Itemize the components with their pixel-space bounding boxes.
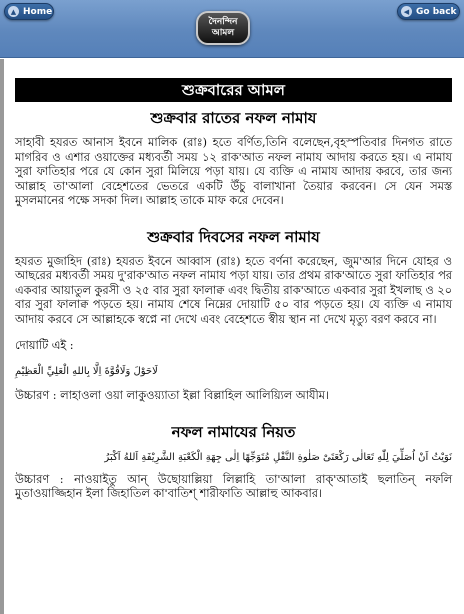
home-icon: ▲: [8, 6, 19, 17]
go-back-label: Go back: [416, 6, 457, 17]
paragraph-friday-day: হযরত মুজাহিদ (রাঃ) হযরত ইবনে আব্বাস (রাঃ) হতে বর্ণনা করেছেন, জুম'আর দিনে যোহর ও আছরের মধ্যবর্তী সময় দু'রাক'আত নফল নামায পড়া যায়। তার প্রথম রাক'আতে সুরা ফাতিহার পর একবার আয়াতুল কুরসী ও ২৫ বার সুরা ফালাক্ব এবং দ্বিতীয় রাক'আতে একবার সুরা ইখলাছ ও ২০ বার সুরা ফালাক্ব পড়তে হয়। নামায শেষে নিম্নের দোয়াটি ৫০ বার পড়তে হয়। যে ব্যক্তি এ নামায আদায় করবে সে আল্লাহকে স্বপ্নে না দেখে এবং বেহেশতে স্বীয় স্থান না দেখে মৃত্যু বরণ করবে না।: [15, 254, 452, 326]
section-title: শুক্রবারের আমল: [15, 78, 452, 102]
heading-niyat: নফল নামাযের নিয়ত: [171, 422, 296, 441]
pronunciation-doa: উচ্চারণ : লাহাওলা ওয়া লাকুওয়্যাতা ইল্লা বিল্লাহিল আলিয়্যিল আযীম।: [15, 389, 329, 402]
paragraph-friday-night: সাহাবী হযরত আনাস ইবনে মালিক (রাঃ) হতে বর্ণিত,তিনি বলেছেন,বৃহস্পতিবার দিনগত রাতে মাগরিব ও এশার ওয়াক্তের মধ্যবর্তী সময় ১২ রাক'আত নফল নামায আদায় করতে হয়। এ নামায সুরা ফাতিহার পরে যে কোন সুরা মিলিয়ে পড়া যায়। যে ব্যক্তি এ নামায আদায় করবে, তার জন্য আল্লাহ তা'আলা বেহেশতের ভেতরে একটি উঁচু বালাখানা তৈয়ার করবেন। সে যেন সমস্ত মুসলমানের পক্ষে সদকা দিল। আল্লাহ তাকে মাফ করে দেবেন।: [15, 136, 452, 207]
heading-friday-night-prayer: শুক্রবার রাতের নফল নামায: [150, 109, 317, 127]
heading-friday-day-prayer: শুক্রবার দিবসের নফল নামায: [147, 227, 320, 246]
content-area[interactable]: [0, 59, 464, 614]
daily-amal-button[interactable]: [196, 11, 250, 45]
home-label: Home: [23, 6, 53, 17]
back-arrow-icon: ◀: [401, 6, 412, 17]
arabic-doa: لَاحَوْلَ وَلَاقُوَّةَ اِلَّا بِاللهِ الْعَلِيِّ الْعَظِيْمِ: [15, 366, 158, 377]
doa-label: দোয়াটি এই :: [15, 339, 74, 352]
home-button[interactable]: [4, 3, 54, 20]
pronunciation-niyat: উচ্চারণ : নাওয়াইতু আন্ উছোয়াল্লিয়া লিল্লাহি তা'আলা রাক্'আতাই ছলাতিন্ নফলি মুতাওয়াজ্জিহান ইলা জিহাতিল কা'বাতিশ্ শারীফাতি আল্লাহু আকবার।: [15, 472, 452, 500]
daily-amal-label: দৈনন্দিন আমল: [208, 17, 238, 38]
go-back-button[interactable]: [397, 3, 460, 20]
app-header: [0, 0, 464, 58]
arabic-niyat: نَوَيْتُ اَنْ اُصَلِّيَ لِلّٰهِ تَعَالٰى رَكْعَتَىْ صَلٰوةِ النَّفْلِ مُتَوَجِّهًا اِلٰى جِهَةِ الْكَعْبَةِ الشَّرِيْفَةِ اَللهُ اَكْبَرُ: [104, 451, 452, 463]
